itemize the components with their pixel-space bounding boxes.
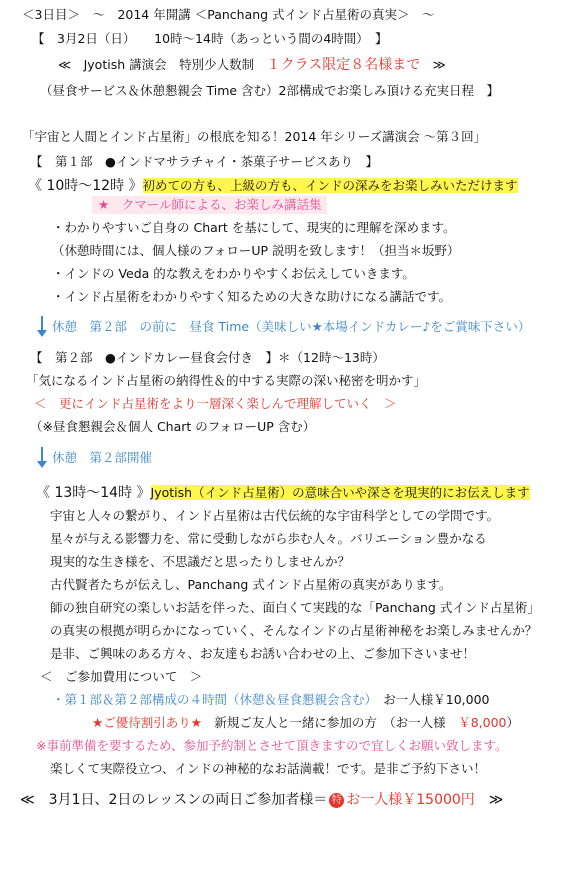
break-lunch: 休憩 第２部 の前に 昼食 Time（美味しい★本場インドカレー♪をご賞味下さい） xyxy=(52,319,531,334)
description-4: 古代賢者たちが伝えし、Panchang 式インド占星術の真実があります。 xyxy=(50,577,452,592)
capacity-limit: １クラス限定８名様まで xyxy=(266,57,421,73)
part1-heading: 【 第１部 ●インドマサラチャイ・茶菓子サービスあり 】 xyxy=(30,154,379,169)
fee-heading: ＜ ご参加費用について ＞ xyxy=(40,669,203,684)
part2-heading: 【 第２部 ●インドカレー昼食会付き 】＊（12時～13時） xyxy=(30,350,385,365)
closing-message: 楽しくて実際役立つ、インドの神秘的なお話満載！です。是非ご予約下さい！ xyxy=(50,761,487,776)
combined-offer-close: ≫ xyxy=(474,792,504,808)
fee-discount-line xyxy=(92,714,519,732)
part1-bullet-1: ・わかりやすいご自身の Chart を基にして、現実的に理解を深めます。 xyxy=(52,220,456,235)
lecture-title: ≪ Jyotish 講演会 特別少人数制 xyxy=(58,57,267,72)
down-arrow-icon xyxy=(41,316,43,332)
part1-tagline: 初めての方も、上級の方も、インドの深みをお楽しみいただけます xyxy=(142,178,518,193)
event-date: 【 3月2日（日） 10時～14時（あっという間の4時間） 】 xyxy=(32,31,388,46)
part1-time-line xyxy=(28,177,518,195)
part3-tagline: Jyotish（インド占星術）の意味合いや深さを現実的にお伝えします xyxy=(150,485,530,500)
part1-note: （休憩時間には、個人様のフォローUP 説明を致します！（担当＊坂野） xyxy=(52,243,460,258)
combined-offer-line xyxy=(20,791,503,809)
discount-badge: ★ご優待割引あり★ xyxy=(92,715,202,730)
bracket-close: ≫ xyxy=(420,57,446,72)
description-5: 師の独自研究の楽しいお話を伴った、面白くて実践的な「Panchang 式インド占星術」 xyxy=(50,600,540,615)
part3-time-line xyxy=(36,484,530,502)
description-3: 現実的な生き様を、不思議だと思ったりしませんか？ xyxy=(50,554,351,569)
series-title: 「宇宙と人間とインド占星術」の根底を知る！2014 年シリーズ講演会 ～第３回」 xyxy=(22,129,487,144)
discount-desc: 新規ご友人と一緒に参加の方 （お一人様 xyxy=(201,715,459,730)
part1-feature: ★ クマール師による、お楽しみ講話集 xyxy=(92,196,327,214)
description-6: の真実の根拠が明らかになっていく、そんなインドの占星術神秘をお楽しみませんか？ xyxy=(50,623,538,638)
fee-standard-price: お一人様￥10,000 xyxy=(370,692,490,707)
part1-bullet-2: ・インドの Veda 的な教えをわかりやすくお伝えしていきます。 xyxy=(52,266,415,281)
program-structure: （昼食サービス＆休憩懇親会 Time 含む）2部構成でお楽しみ頂ける充実日程 】 xyxy=(40,83,499,98)
discount-close: ） xyxy=(506,715,519,730)
part1-bullet-3: ・インド占星術をわかりやすく知るための大きな助けになる講話です。 xyxy=(52,289,452,304)
description-2: 星々が与える影響力を、常に受動しながら歩む人々。バリエーション豊かなる xyxy=(50,531,487,546)
part2-theme: 「気になるインド占星術の納得性＆的中する実際の深い秘密を明かす」 xyxy=(26,373,427,388)
combined-offer-price: お一人様￥15000円 xyxy=(346,792,475,808)
part2-note: （※昼食懇親会＆個人 Chart のフォローUP 含む） xyxy=(30,419,316,434)
part2-subtheme: ＜ 更にインド占星術をより一層深く楽しんで理解していく ＞ xyxy=(34,396,397,411)
reservation-note: ※事前準備を要するため、参加予約制とさせて頂きますので宜しくお願い致します。 xyxy=(36,738,508,753)
part3-time: 《 13時～14時 》 xyxy=(36,485,151,501)
fee-standard-desc: ・第１部＆第２部構成の４時間（休憩＆昼食懇親会含む） xyxy=(52,692,371,707)
part1-time: 《 10時～12時 》 xyxy=(28,178,143,194)
event-day-title: ＜3日目＞ ～ 2014 年開講 ＜Panchang 式インド占星術の真実＞ ～ xyxy=(22,7,435,22)
fee-standard-line xyxy=(52,691,490,709)
down-arrow-icon xyxy=(41,447,43,463)
special-mark-icon: 特 xyxy=(329,793,344,808)
discount-price: ￥8,000 xyxy=(458,715,507,730)
break-part2: 休憩 第２部開催 xyxy=(52,450,153,465)
description-7: 是非、ご興味のある方々、お友達もお誘い合わせの上、ご参加下さいませ！ xyxy=(50,646,476,661)
combined-offer-text: ≪ 3月1日、2日のレッスンの両日ご参加者様＝ xyxy=(20,792,328,808)
description-1: 宇宙と人々の繋がり、インド占星術は古代伝統的な宇宙科学としての学問です。 xyxy=(50,508,500,523)
lecture-capacity-line xyxy=(58,56,446,74)
